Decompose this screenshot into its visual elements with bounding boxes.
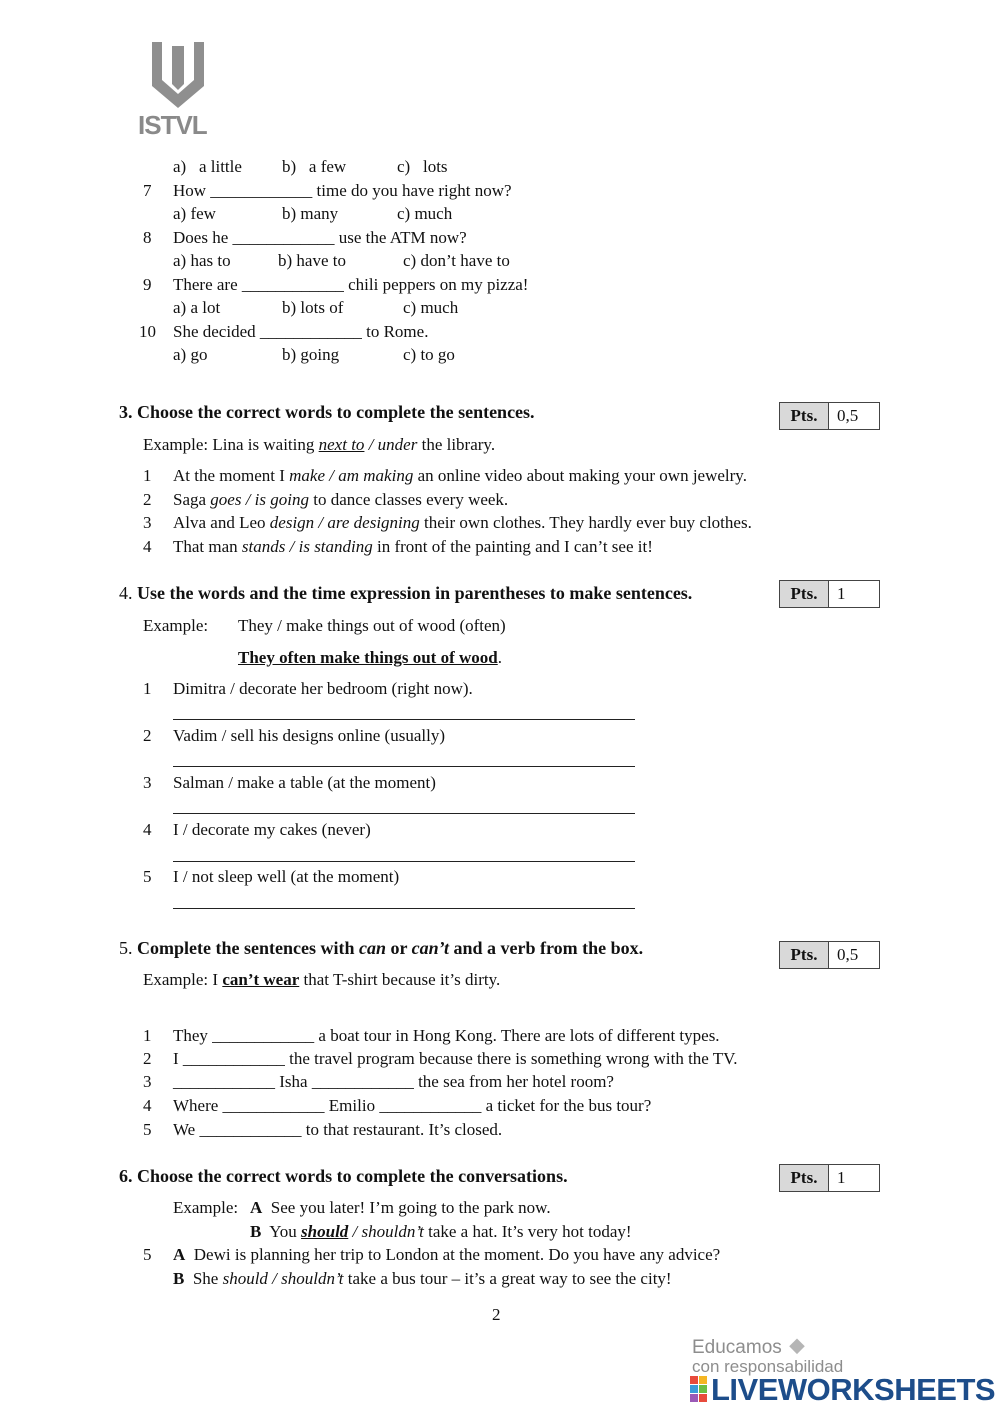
sentence: They ____________ a boat tour in Hong Kong. There are lots of different types. <box>173 1026 720 1045</box>
section-6-points: Pts. 1 <box>779 1164 880 1192</box>
conversation-line-a: A Dewi is planning her trip to London at the moment. Do you have any advice? <box>173 1245 721 1264</box>
item-number: 4 <box>143 537 152 556</box>
item-number: 5 <box>143 1120 152 1139</box>
item-number: 5 <box>143 1245 152 1264</box>
word-choice[interactable]: make / am making <box>289 466 414 485</box>
prompt: I / not sleep well (at the moment) <box>173 867 400 886</box>
answer-line[interactable] <box>173 908 635 909</box>
option: c) don’t have to <box>403 251 510 270</box>
answer-line[interactable] <box>173 861 635 862</box>
question-text: Does he ____________ use the ATM now? <box>173 228 467 247</box>
section-3-title: 3. Choose the correct words to complete the sentences. <box>119 402 535 422</box>
prompt: Dimitra / decorate her bedroom (right now). <box>173 679 473 698</box>
sentence: Where ____________ Emilio ____________ a ticket for the bus tour? <box>173 1096 652 1115</box>
item-number: 1 <box>143 466 152 485</box>
option: a) has to <box>173 251 231 270</box>
word-choice[interactable]: goes / is going <box>210 490 309 509</box>
color-blocks-icon <box>690 1376 708 1402</box>
sentence: Alva and Leo design / are designing their own clothes. They hardly ever buy clothes. <box>173 513 752 532</box>
word-choice[interactable]: stands / is standing <box>241 537 373 556</box>
question-number: 7 <box>143 181 152 200</box>
item-number: 4 <box>143 1096 152 1115</box>
item-number: 2 <box>143 490 152 509</box>
question-number: 8 <box>143 228 152 247</box>
conversation-line-b: B She should / shouldn’t take a bus tour – it’s a great way to see the city! <box>173 1269 672 1288</box>
option: b) many <box>282 204 339 223</box>
item-number: 1 <box>143 679 152 698</box>
option-a-letter: a) <box>173 157 187 176</box>
shield-logo-icon <box>138 40 218 112</box>
item-number: 1 <box>143 1026 152 1045</box>
sentence: ____________ Isha ____________ the sea from her hotel room? <box>173 1072 614 1091</box>
q6-option-b: b) a few <box>282 157 347 176</box>
option: a) go <box>173 345 208 364</box>
section-3-example: Example: Lina is waiting next to / under the library. <box>143 435 496 454</box>
q6-option-c: c) lots <box>397 157 448 176</box>
example-line-a: A See you later! I’m going to the park now. <box>250 1198 551 1217</box>
example-label: Example: <box>173 1198 239 1217</box>
question-number: 10 <box>139 322 156 341</box>
q6-options <box>173 157 242 177</box>
option: c) to go <box>403 345 455 364</box>
word-choice[interactable]: should / shouldn’t <box>222 1269 344 1288</box>
section-5-example: Example: I can’t wear that T-shirt because it’s dirty. <box>143 970 501 989</box>
diamond-icon <box>786 1336 808 1358</box>
item-number: 5 <box>143 867 152 886</box>
section-4-points: Pts. 1 <box>779 580 880 608</box>
school-logo <box>138 40 218 140</box>
section-6-title: 6. Choose the correct words to complete the conversations. <box>119 1166 568 1186</box>
liveworksheets-logo: LIVEWORKSHEETS <box>711 1372 996 1407</box>
item-number: 4 <box>143 820 152 839</box>
question-text: There are ____________ chili peppers on my pizza! <box>173 275 529 294</box>
example-prompt: They / make things out of wood (often) <box>238 616 506 635</box>
prompt: Salman / make a table (at the moment) <box>173 773 436 792</box>
option: b) have to <box>278 251 346 270</box>
option: c) much <box>397 204 453 223</box>
question-text: She decided ____________ to Rome. <box>173 322 429 341</box>
logo-text: ISTVL <box>138 110 207 140</box>
sentence: I ____________ the travel program because there is something wrong with the TV. <box>173 1049 738 1068</box>
answer-line[interactable] <box>173 719 635 720</box>
sentence: Saga goes / is going to dance classes every week. <box>173 490 509 509</box>
example-answer: They often make things out of wood. <box>238 648 502 667</box>
item-number: 3 <box>143 1072 152 1091</box>
prompt: Vadim / sell his designs online (usually) <box>173 726 445 745</box>
example-line-b: B You should / shouldn’t take a hat. It’s very hot today! <box>250 1222 632 1241</box>
option: b) lots of <box>282 298 344 317</box>
section-5-points: Pts. 0,5 <box>779 941 880 969</box>
question-text: How ____________ time do you have right now? <box>173 181 512 200</box>
item-number: 2 <box>143 726 152 745</box>
item-number: 2 <box>143 1049 152 1068</box>
option: b) going <box>282 345 340 364</box>
answer-line[interactable] <box>173 766 635 767</box>
example-label: Example: <box>143 616 209 635</box>
sentence: We ____________ to that restaurant. It’s closed. <box>173 1120 503 1139</box>
section-5-title: 5. Complete the sentences with can or can’t and a verb from the box. <box>119 938 644 958</box>
option: c) much <box>403 298 459 317</box>
option: a) few <box>173 204 216 223</box>
prompt: I / decorate my cakes (never) <box>173 820 371 839</box>
section-4-title: 4. Use the words and the time expression in parentheses to make sentences. <box>119 583 693 603</box>
option-a-text: a little <box>198 157 242 176</box>
answer-line[interactable] <box>173 813 635 814</box>
item-number: 3 <box>143 513 152 532</box>
question-number: 9 <box>143 275 152 294</box>
section-3-points: Pts. 0,5 <box>779 402 880 430</box>
sentence: That man stands / is standing in front of the painting and I can’t see it! <box>173 537 653 556</box>
sentence: At the moment I make / am making an online video about making your own jewelry. <box>173 466 747 485</box>
item-number: 3 <box>143 773 152 792</box>
word-choice[interactable]: design / are designing <box>269 513 420 532</box>
option: a) a lot <box>173 298 221 317</box>
page-number: 2 <box>492 1305 501 1324</box>
educamos-logo: Educamos con responsabilidad <box>692 1337 844 1376</box>
